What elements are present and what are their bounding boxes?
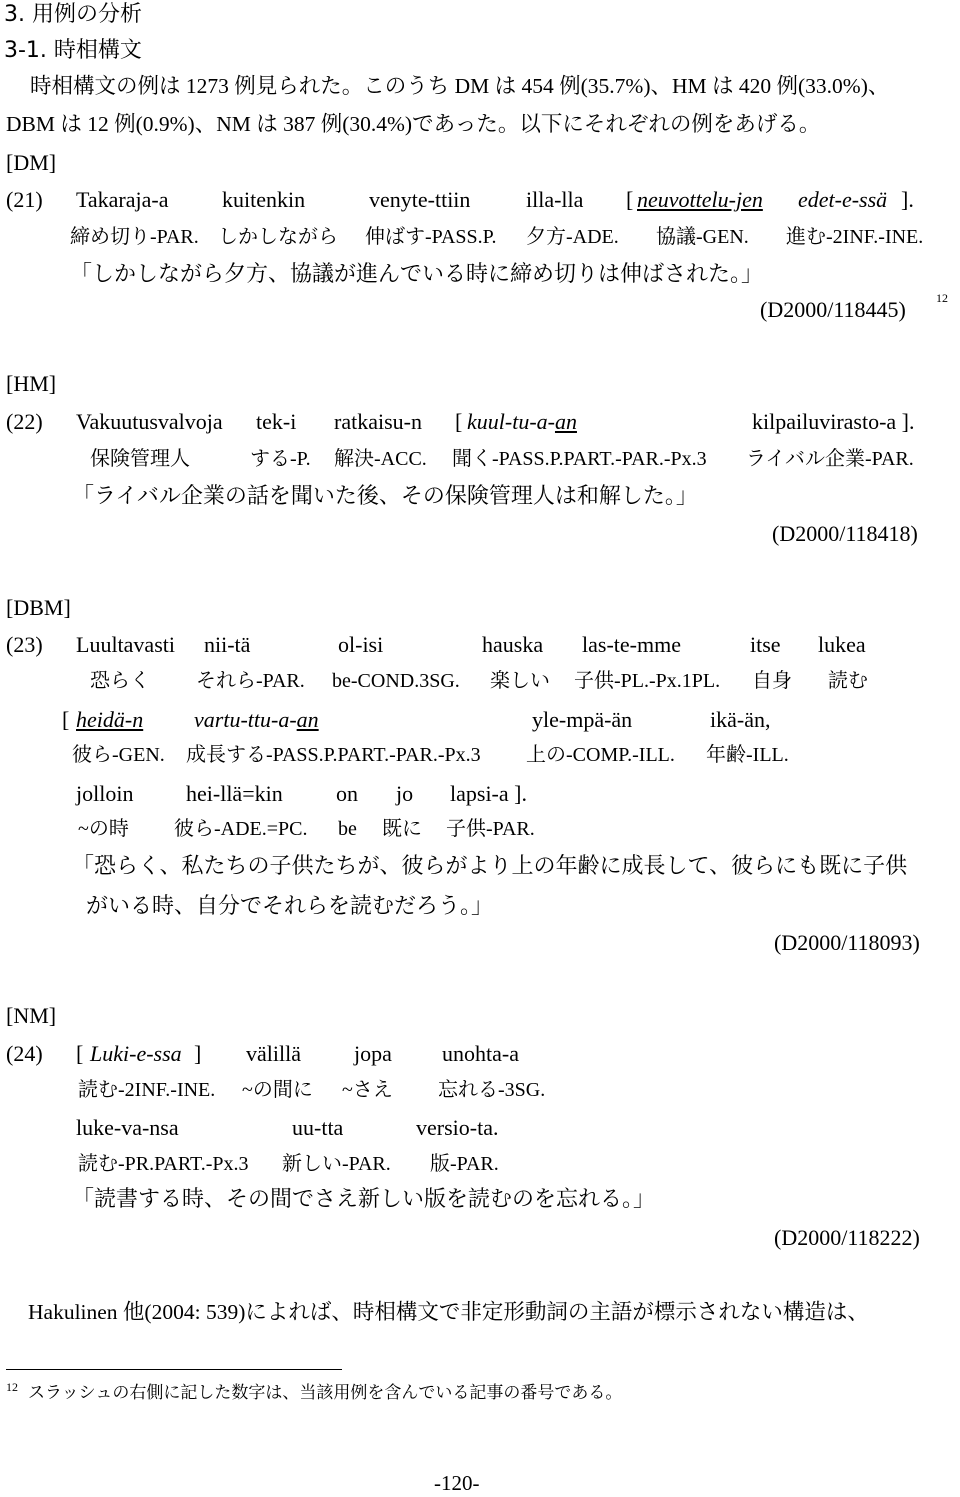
- gloss-word: uu-tta: [292, 1115, 344, 1140]
- gloss-word: lapsi-a ].: [450, 781, 527, 806]
- gloss: 解決-ACC.: [334, 448, 427, 470]
- bracket: [: [455, 409, 463, 434]
- footnote-rule: [6, 1369, 342, 1370]
- gloss: 成長する-PASS.P.PART.-PAR.-Px.3: [186, 744, 481, 766]
- gloss-word: välillä: [246, 1041, 301, 1066]
- subsection-heading: 3-1. 時相構文: [4, 38, 142, 63]
- gloss-word: jolloin: [76, 781, 134, 806]
- gloss-word: itse: [750, 632, 781, 657]
- source-id: (D2000/118222): [774, 1225, 920, 1250]
- gloss-word: kuitenkin: [222, 187, 306, 212]
- gloss: be-COND.3SG.: [332, 670, 460, 692]
- gloss-word: Luultavasti: [76, 632, 175, 657]
- gloss: 協議-GEN.: [656, 226, 749, 248]
- category-label-hm: [HM]: [6, 371, 57, 396]
- footnote-text: スラッシュの右側に記した数字は、当該用例を含んでいる記事の番号である。: [28, 1383, 623, 1402]
- gloss: 子供-PAR.: [446, 818, 535, 840]
- gloss-word: vartu-ttu-a-an: [194, 707, 319, 732]
- footnote-ref: 12: [936, 291, 948, 305]
- bracket: [: [62, 707, 70, 732]
- gloss-word: yle-mpä-än: [532, 707, 633, 732]
- gloss-word: las-te-mme: [582, 632, 681, 657]
- intro-line-1: 時相構文の例は 1273 例見られた。このうち DM は 454 例(35.7%)、HM は 420 例(33.0%)、: [30, 74, 890, 98]
- gloss-word: hei-llä=kin: [186, 781, 283, 806]
- gloss: ライバル企業-PAR.: [746, 448, 914, 470]
- category-label-dm: [DM]: [6, 150, 57, 175]
- gloss: ~の間に: [242, 1079, 313, 1101]
- section-heading: 3. 用例の分析: [4, 2, 142, 27]
- gloss-word: luke-va-nsa: [76, 1115, 179, 1140]
- bracket: ].: [901, 187, 914, 212]
- bracket: ]: [194, 1041, 202, 1066]
- page-number: -120-: [434, 1471, 480, 1495]
- gloss-word: lukea: [818, 632, 866, 657]
- source-id: (D2000/118418): [772, 521, 918, 546]
- gloss: それら-PAR.: [196, 670, 305, 692]
- gloss-word: ol-isi: [338, 632, 384, 657]
- translation: 「ライバル企業の話を聞いた後、その保険管理人は和解した。」: [72, 483, 698, 508]
- gloss: 年齢-ILL.: [706, 744, 789, 766]
- gloss: する-P.: [250, 448, 311, 470]
- example-number: (24): [6, 1041, 43, 1066]
- gloss: 彼ら-ADE.=PC.: [174, 818, 308, 840]
- gloss-word: edet-e-ssä: [798, 187, 888, 212]
- gloss-word: ratkaisu-n: [334, 409, 422, 434]
- gloss: 聞く-PASS.P.PART.-PAR.-Px.3: [452, 448, 707, 470]
- gloss-word: nii-tä: [204, 632, 251, 657]
- category-label-nm: [NM]: [6, 1003, 57, 1028]
- gloss-word: tek-i: [256, 409, 297, 434]
- closing-text: Hakulinen 他(2004: 539)によれば、時相構文で非定形動詞の主語が標示されない構造は、: [28, 1300, 869, 1324]
- bracket: [: [76, 1041, 84, 1066]
- source-id: (D2000/118093): [774, 930, 920, 955]
- gloss: 恐らく: [90, 670, 150, 692]
- gloss-word: heidä-n: [76, 707, 144, 732]
- gloss: 彼ら-GEN.: [72, 744, 165, 766]
- gloss-word: jo: [396, 781, 414, 806]
- translation: 「しかしながら夕方、協議が進んでいる時に締め切りは伸ばされた。」: [70, 261, 764, 286]
- gloss-word: venyte-ttiin: [369, 187, 471, 212]
- gloss-word: Vakuutusvalvoja: [76, 409, 223, 434]
- gloss: 保険管理人: [90, 448, 190, 470]
- example-number: (23): [6, 632, 43, 657]
- gloss: 進む-2INF.-INE.: [786, 226, 924, 248]
- gloss: ~の時: [78, 818, 129, 840]
- gloss: 子供-PL.-Px.1PL.: [574, 670, 721, 692]
- gloss-word: kuul-tu-a-an: [467, 409, 577, 434]
- gloss-word: Luki-e-ssa: [90, 1041, 182, 1066]
- gloss-word: versio-ta.: [416, 1115, 499, 1140]
- gloss-word: on: [336, 781, 358, 806]
- example-number: (22): [6, 409, 43, 434]
- gloss-word: unohta-a: [442, 1041, 519, 1066]
- category-label-dbm: [DBM]: [6, 595, 71, 620]
- gloss: 読む-2INF.-INE.: [78, 1079, 216, 1101]
- gloss: 読む-PR.PART.-Px.3: [78, 1153, 249, 1175]
- gloss-word: Takaraja-a: [76, 187, 169, 212]
- gloss: 楽しい: [490, 670, 550, 692]
- gloss: 新しい-PAR.: [282, 1153, 391, 1175]
- gloss: 忘れる-3SG.: [438, 1079, 546, 1101]
- gloss-word: jopa: [354, 1041, 392, 1066]
- gloss: 締め切り-PAR.: [70, 226, 199, 248]
- footnote-mark: 12: [6, 1380, 18, 1394]
- gloss: しかしながら: [218, 226, 338, 248]
- bracket: [: [626, 187, 634, 212]
- gloss: 読む: [828, 670, 868, 692]
- gloss-word: illa-lla: [526, 187, 584, 212]
- gloss: ~さえ: [342, 1079, 393, 1101]
- gloss-word: kilpailuvirasto-a ].: [752, 409, 915, 434]
- source-id: (D2000/118445): [760, 297, 906, 322]
- gloss: 版-PAR.: [430, 1153, 499, 1175]
- gloss: 上の-COMP.-ILL.: [526, 744, 675, 766]
- translation: 「恐らく、私たちの子供たちが、彼らがより上の年齢に成長して、彼らにも既に子供: [72, 853, 908, 878]
- gloss-word: neuvottelu-jen: [637, 187, 763, 212]
- translation: 「読書する時、その間でさえ新しい版を読むのを忘れる。」: [72, 1186, 656, 1211]
- gloss: 既に: [382, 818, 422, 840]
- intro-line-2: DBM は 12 例(0.9%)、NM は 387 例(30.4%)であった。以下にそれぞれの例をあげる。: [6, 112, 821, 136]
- gloss: 夕方-ADE.: [526, 226, 619, 248]
- gloss: be: [338, 818, 357, 840]
- example-number: (21): [6, 187, 43, 212]
- gloss-word: hauska: [482, 632, 544, 657]
- translation: がいる時、自分でそれらを読むだろう。」: [86, 893, 494, 918]
- gloss: 自身: [752, 670, 792, 692]
- gloss-word: ikä-än,: [710, 707, 771, 732]
- gloss: 伸ばす-PASS.P.: [365, 226, 497, 248]
